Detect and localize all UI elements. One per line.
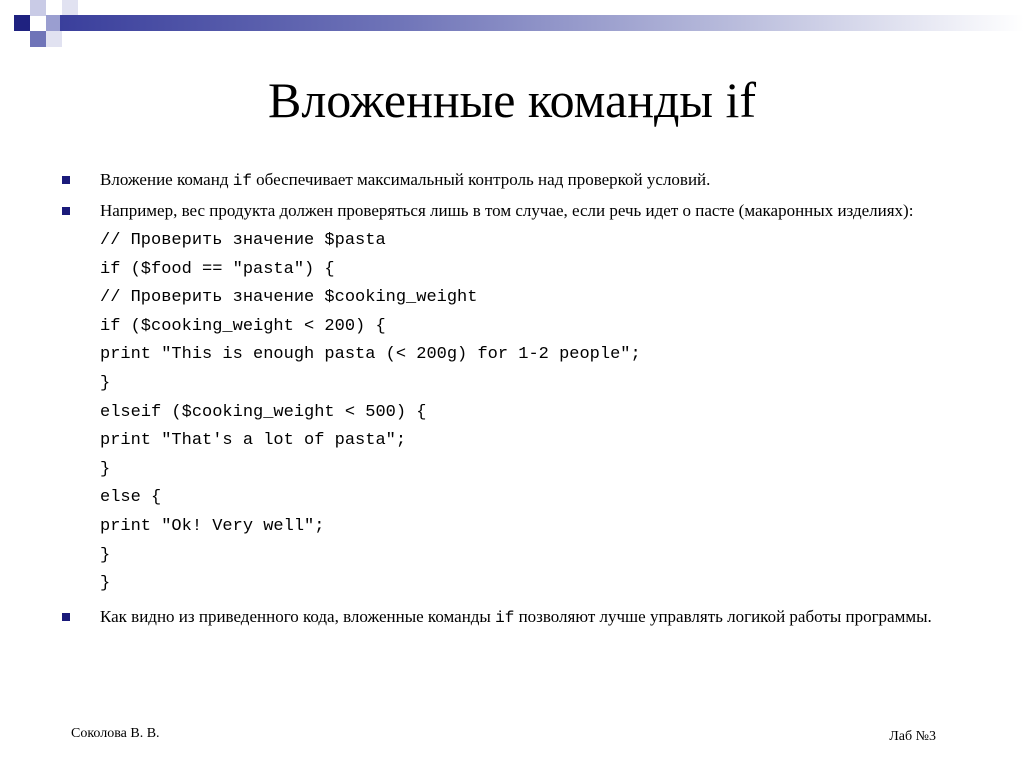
bullet-text: Например, вес продукта должен проверяться лишь в том случае, если речь идет о пасте (макаронных изделиях):	[100, 201, 914, 220]
code-line: else {	[100, 488, 162, 508]
bullet-item	[62, 168, 964, 193]
bullet-text: Вложение команд if обеспечивает максимальный контроль над проверкой условий.	[100, 170, 711, 190]
bullet-square-icon	[62, 613, 70, 621]
slide-content	[62, 168, 964, 630]
code-line: }	[100, 574, 111, 594]
bullet-text: Как видно из приведенного кода, вложенные команды if позволяют лучше управлять логикой работы программы.	[100, 606, 932, 627]
inline-code: if	[232, 172, 252, 190]
bullet-square-icon	[62, 207, 70, 215]
bullet-square-icon	[62, 176, 70, 184]
deco-square	[46, 31, 62, 47]
footer-author: Соколова В. В.	[71, 726, 160, 741]
code-line: if ($cooking_weight < 200) {	[100, 316, 386, 336]
code-line: print "That's a lot of pasta";	[100, 431, 407, 451]
code-line: print "This is enough pasta (< 200g) for 1-2 people";	[100, 345, 641, 365]
deco-square	[62, 0, 78, 16]
footer-lab-number: Лаб №3	[889, 729, 936, 744]
deco-square	[30, 31, 46, 47]
code-line: print "Ok! Very well";	[100, 516, 325, 536]
inline-code: if	[495, 608, 515, 627]
bullet-item	[62, 605, 964, 630]
code-line: if ($food == "pasta") {	[100, 259, 335, 279]
code-block	[62, 227, 964, 599]
code-line: elseif ($cooking_weight < 500) {	[100, 402, 427, 422]
slide-title: Вложенные команды if	[267, 72, 757, 128]
code-line: }	[100, 373, 111, 393]
code-line: }	[100, 459, 111, 479]
deco-square	[14, 15, 30, 31]
header-gradient-bar	[60, 15, 1024, 31]
code-line: }	[100, 545, 111, 565]
deco-square	[30, 0, 46, 16]
code-line: // Проверить значение $pasta	[100, 231, 386, 250]
code-line: // Проверить значение $cooking_weight	[100, 288, 478, 308]
bullet-item	[62, 199, 964, 223]
